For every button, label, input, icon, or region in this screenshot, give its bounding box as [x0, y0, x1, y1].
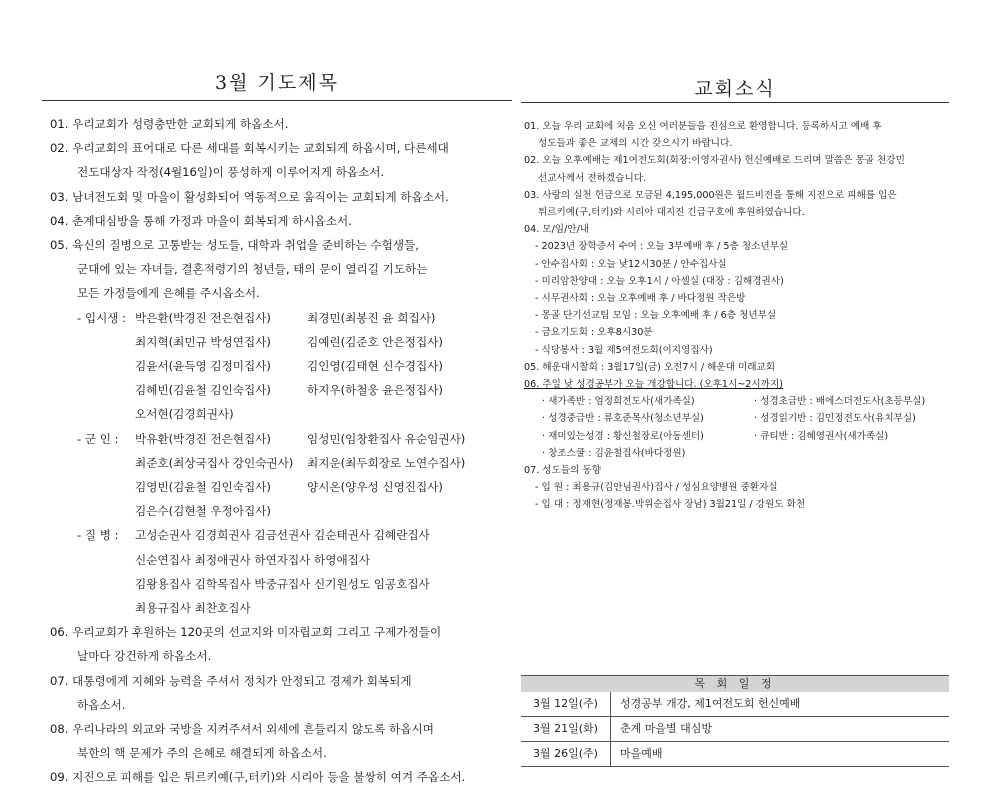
news-title-divider — [521, 102, 949, 103]
bible-class-row — [524, 410, 949, 427]
schedule-event: 춘계 마을별 대심방 — [620, 722, 713, 735]
member-status-item: - 입 원 : 최용규(김안님권사)집사 / 성심요양병원 중환자실 — [535, 482, 778, 494]
army-row — [50, 475, 512, 499]
army-label: - 군 인 : — [77, 431, 119, 446]
news-item-02: 02. 오늘 오후예배는 제1여전도회(회장:이영자권사) 헌신예배로 드리며 말씀은 몽골 천강민 — [524, 155, 905, 167]
army-name: 박유환(박경진 전은현집사) — [135, 431, 271, 446]
bible-class: · 성경중급반 : 류호준목사(청소년부실) — [542, 413, 704, 425]
bible-class: · 성경초급반 : 배에스더전도사(초등부실) — [754, 396, 926, 408]
exam-row — [50, 306, 512, 330]
prayer-item-03: 03. 남녀전도회 및 마을이 활성화되어 역동적으로 움직이는 교회되게 하옵소서. — [50, 189, 449, 204]
army-row — [50, 451, 512, 475]
army-name: 양시온(양우성 신영진집사) — [307, 480, 443, 495]
prayer-item-09: 09. 지진으로 피해를 입은 튀르키예(구,터키)와 시리아 등을 불쌍히 여겨 주옵소서. — [50, 770, 466, 785]
sick-names: 고성순권사 김경희권사 김금선권사 김순태권사 김혜란집사 — [135, 528, 430, 543]
army-name: 김은수(김현철 우정아집사) — [135, 504, 271, 519]
news-item-07-title: 07. 성도들의 동향 — [524, 465, 601, 477]
sick-row — [50, 548, 512, 572]
schedule-date: 3월 21일(화) — [521, 717, 611, 741]
exam-name: 김윤서(윤득영 김정미집사) — [135, 359, 271, 374]
prayer-item-06-cont: 날마다 강건하게 하옵소서. — [77, 649, 212, 664]
schedule-event: 성경공부 개강, 제1여전도회 헌신예배 — [620, 697, 801, 710]
prayer-item-04: 04. 춘계대심방을 통해 가정과 마을이 회복되게 하시옵소서. — [50, 213, 352, 228]
prayer-title: 3월 기도제목 — [215, 72, 339, 94]
meeting-item: - 2023년 장학증서 수여 : 오늘 3부예배 후 / 5층 청소년부실 — [535, 241, 789, 253]
bible-class-row — [524, 428, 949, 445]
prayer-item-02-cont: 전도대상자 작정(4월16일)이 풍성하게 이루어지게 하옵소서. — [77, 165, 385, 180]
schedule-date: 3월 26일(주) — [521, 742, 611, 766]
schedule-row — [521, 717, 949, 742]
prayer-item-01: 01. 우리교회가 성령충만한 교회되게 하옵소서. — [50, 117, 289, 131]
exam-name: 김예린(김준호 안은정집사) — [307, 334, 443, 349]
prayer-item-06: 06. 우리교회가 후원하는 120곳의 선교지와 미자립교회 그리고 구제가정들이 — [50, 625, 442, 640]
news-list — [524, 118, 949, 514]
news-item-06-title: 06. 주일 낮 성경공부가 오늘 개강합니다. (오후1시~2시까지) — [524, 379, 783, 391]
schedule-date: 3월 12일(주) — [521, 692, 611, 716]
prayer-item-07-cont: 하옵소서. — [77, 697, 126, 712]
news-item-04-title: 04. 모/임/안/내 — [524, 224, 590, 236]
bible-class: · 성경읽기반 : 김민정전도사(유치부실) — [754, 413, 916, 425]
sick-row — [50, 523, 512, 547]
exam-name: 최경민(최봉진 윤 희집사) — [307, 310, 436, 325]
news-item-03-cont: 튀르키예(구,터키)와 시리아 대지진 긴급구호에 후원하였습니다. — [538, 207, 805, 219]
sick-names: 김왕용집사 김학목집사 박중규집사 신기원성도 임공호집사 — [135, 576, 430, 591]
prayer-item-02: 02. 우리교회의 표어대로 다른 세대를 회복시키는 교회되게 하옵시며, 다른세대 — [50, 141, 449, 156]
bible-class: · 재미있는성경 : 황신철장로(아동센터) — [542, 430, 704, 442]
member-status-item: - 입 대 : 정재현(정재봉.박위순집사 장남) 3월21일 / 강원도 화천 — [535, 499, 806, 511]
prayer-list — [50, 112, 512, 790]
bible-class: · 창조스쿨 : 김윤철집사(바다정원) — [542, 447, 686, 459]
prayer-title-divider — [42, 100, 512, 101]
meeting-item: - 시무권사회 : 오늘 오후예배 후 / 바다정원 작은방 — [535, 293, 746, 305]
exam-name: 박은환(박경진 전은현집사) — [135, 310, 271, 325]
meeting-item: - 몽골 단기선교팀 모임 : 오늘 오후예배 후 / 6층 청년부실 — [535, 310, 777, 322]
army-name: 김영빈(김윤철 김인숙집사) — [135, 480, 271, 495]
ministry-schedule-table — [521, 675, 949, 767]
bible-class-row — [524, 445, 949, 462]
army-name: 최지운(최두희장로 노연수집사) — [307, 455, 466, 470]
prayer-item-07: 07. 대통령에게 지혜와 능력을 주셔서 정치가 안정되고 경제가 회복되게 — [50, 673, 412, 688]
bible-class: · 새가족반 : 엄정희전도사(새가족실) — [542, 396, 695, 408]
sick-label: - 질 병 : — [77, 528, 119, 543]
army-name: 최준호(최상국집사 강인숙권사) — [135, 455, 294, 470]
prayer-item-05-cont-2: 모든 가정들에게 은혜를 주시옵소서. — [77, 286, 260, 301]
exam-row — [50, 354, 512, 378]
army-name: 임성민(임창환집사 유순임권사) — [307, 431, 466, 446]
sick-row — [50, 596, 512, 620]
schedule-row — [521, 692, 949, 717]
news-item-01: 01. 오늘 우리 교회에 처음 오신 여러분들을 진심으로 환영합니다. 등록하시고 예배 후 — [524, 121, 882, 132]
bible-class-row — [524, 393, 949, 410]
prayer-item-08-cont: 북한의 핵 문제가 주의 은혜로 해결되게 하옵소서. — [77, 746, 327, 761]
schedule-event: 마을예배 — [620, 747, 663, 760]
meeting-item: - 미리암찬양대 : 오늘 오후1시 / 아셀실 (대장 : 김해경권사) — [535, 275, 784, 287]
sick-names: 최용규집사 최찬호집사 — [135, 601, 251, 616]
prayer-item-05-cont-1: 군대에 있는 자녀들, 결혼적령기의 청년들, 태의 문이 열리길 기도하는 — [77, 262, 428, 277]
news-item-01-cont: 성도들과 좋은 교제의 시간 갖으시기 바랍니다. — [538, 138, 733, 150]
army-row — [50, 499, 512, 523]
news-item-02-cont: 선교사께서 전하겠습니다. — [538, 172, 647, 184]
bible-class: · 큐티반 : 김혜영권사(새가족실) — [754, 430, 889, 442]
sick-names: 신순연집사 최정애권사 하연자집사 하영애집사 — [135, 552, 371, 567]
exam-name: 하지우(하철웅 윤은정집사) — [307, 383, 443, 398]
army-row — [50, 427, 512, 451]
sick-row — [50, 572, 512, 596]
exam-row — [50, 378, 512, 402]
prayer-item-05: 05. 육신의 질병으로 고통받는 성도들, 대학과 취업을 준비하는 수험생들, — [50, 238, 419, 253]
news-item-05: 05. 해운대시찰회 : 3월17일(금) 오전7시 / 해운대 미래교회 — [524, 361, 776, 373]
meeting-item: - 안수집사회 : 오늘 낮12시30분 / 안수집사실 — [535, 258, 727, 270]
exam-name: 오서현(김경희권사) — [135, 407, 234, 422]
prayer-item-08: 08. 우리나라의 외교와 국방을 지켜주셔서 외세에 흔들리지 않도록 하옵시며 — [50, 722, 434, 737]
news-item-03: 03. 사랑의 실천 헌금으로 모금된 4,195,000원은 월드비전을 통해 지진으로 피해를 입은 — [524, 189, 897, 201]
schedule-header: 목 회 일 정 — [521, 675, 949, 692]
news-title: 교회소식 — [694, 78, 776, 100]
exam-name: 김혜빈(김윤철 김인숙집사) — [135, 383, 271, 398]
exam-label: - 입시생 : — [77, 310, 127, 325]
meeting-item: - 식당봉사 : 3월 제5여전도회(이지영집사) — [535, 344, 713, 356]
exam-name: 최지혁(최민규 박성연집사) — [135, 334, 271, 349]
meeting-item: - 금요기도회 : 오후8시30분 — [535, 327, 653, 339]
exam-row — [50, 330, 512, 354]
exam-name: 김인영(김태현 신수경집사) — [307, 359, 443, 374]
exam-row — [50, 402, 512, 426]
schedule-row — [521, 742, 949, 767]
